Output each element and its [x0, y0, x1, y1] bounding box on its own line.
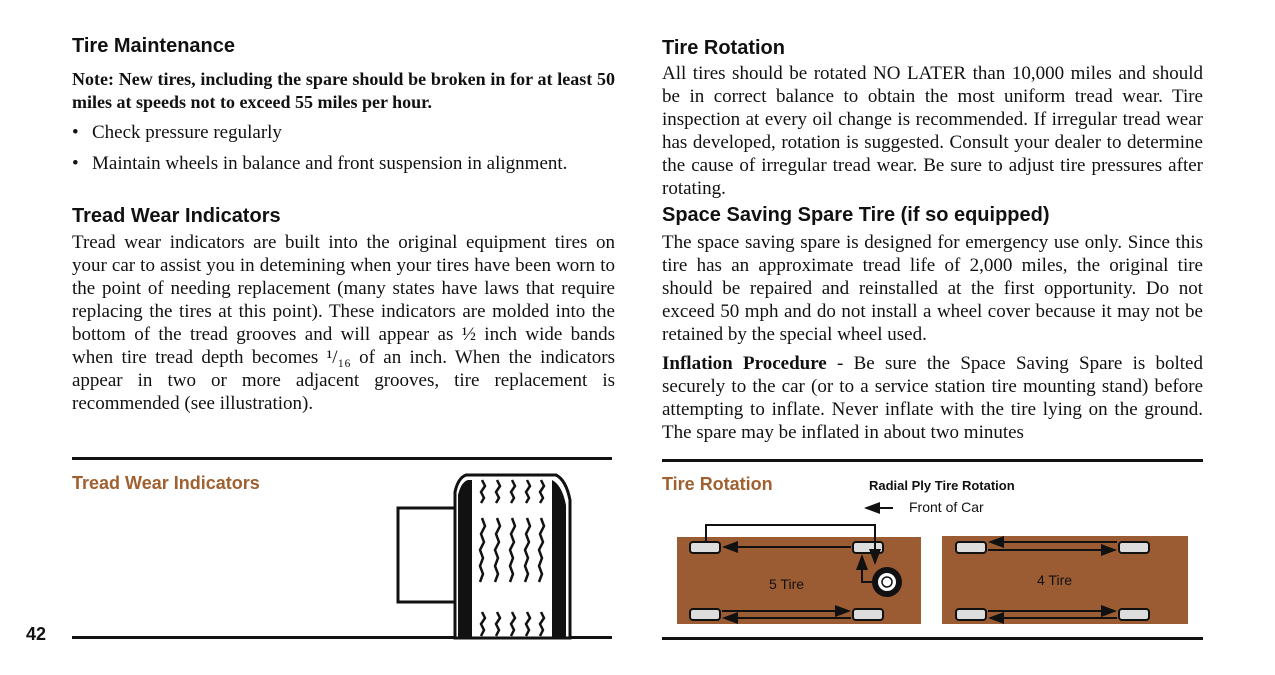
tread-wear-paragraph: Tread wear indicators are built into the original equipment tires on your car to assist you in detemining when your tires have been worn to the point of needing replacement (many states have laws that require replacing the tires at this point). These indicators are molded into the bottom of the tread grooves and will appear as ½ inch wide bands when tire tread depth becomes ¹/₁₆ of an inch. When the indicators appear in two or more adjacent grooves, tire replacement is recommended (see illustration).: [72, 232, 615, 414]
heading-tire-rotation: Tire Rotation: [662, 37, 785, 59]
four-tire-label: 4 Tire: [1037, 572, 1073, 588]
heading-tread-wear-indicators: Tread Wear Indicators: [72, 205, 281, 227]
tire-rotation-diagram: [677, 478, 1188, 624]
note-label: Note:: [72, 69, 114, 89]
diagram-title: Radial Ply Tire Rotation: [869, 478, 1015, 493]
inflation-text: - Be sure the Space Saving Spare is bolted securely to the car (or to a service station tire mounting stand) before attempting to inflate. Never inflate with the tire lying on the ground. The spare may be inflated in about two minutes: [662, 353, 1203, 443]
page-number: 42: [26, 624, 47, 644]
five-tire-label: 5 Tire: [769, 576, 805, 592]
tire-tread-illustration: [398, 475, 570, 638]
bullet-item: • Check pressure regularly: [72, 121, 615, 144]
spare-tire-icon: [872, 567, 902, 597]
inflation-label: Inflation Procedure: [662, 353, 827, 374]
heading-space-saving-spare: Space Saving Spare Tire (if so equipped): [662, 204, 1050, 226]
bullet-item: • Maintain wheels in balance and front suspension in alignment.: [72, 152, 615, 175]
front-of-car-label: Front of Car: [909, 499, 984, 515]
heading-tire-maintenance: Tire Maintenance: [72, 35, 236, 57]
figure-caption-tire-rotation: Tire Rotation: [662, 474, 773, 494]
tire-rotation-paragraph: All tires should be rotated NO LATER than 10,000 miles and should be in correct balance to obtain the most uniform tread wear. Tire inspection at every oil change is recommended. If irregular tread wear has developed, rotation is suggested. Consult your dealer to determine the cause of irregular tread wear. Be sure to adjust tire pressures after rotating.: [662, 63, 1203, 199]
space-saving-paragraph: The space saving spare is designed for emergency use only. Since this tire has an approximate tread life of 2,000 miles, the original tire should be repaired and reinstalled at the first opportunity. Do not exceed 50 mph and do not install a wheel cover because it may not be retained by the special wheel used.: [662, 232, 1203, 345]
figure-caption-tread-wear: Tread Wear Indicators: [72, 473, 260, 493]
note-text: New tires, including the spare should be broken in for at least 50 miles at speeds not to exceed 55 miles per hour.: [72, 69, 615, 112]
